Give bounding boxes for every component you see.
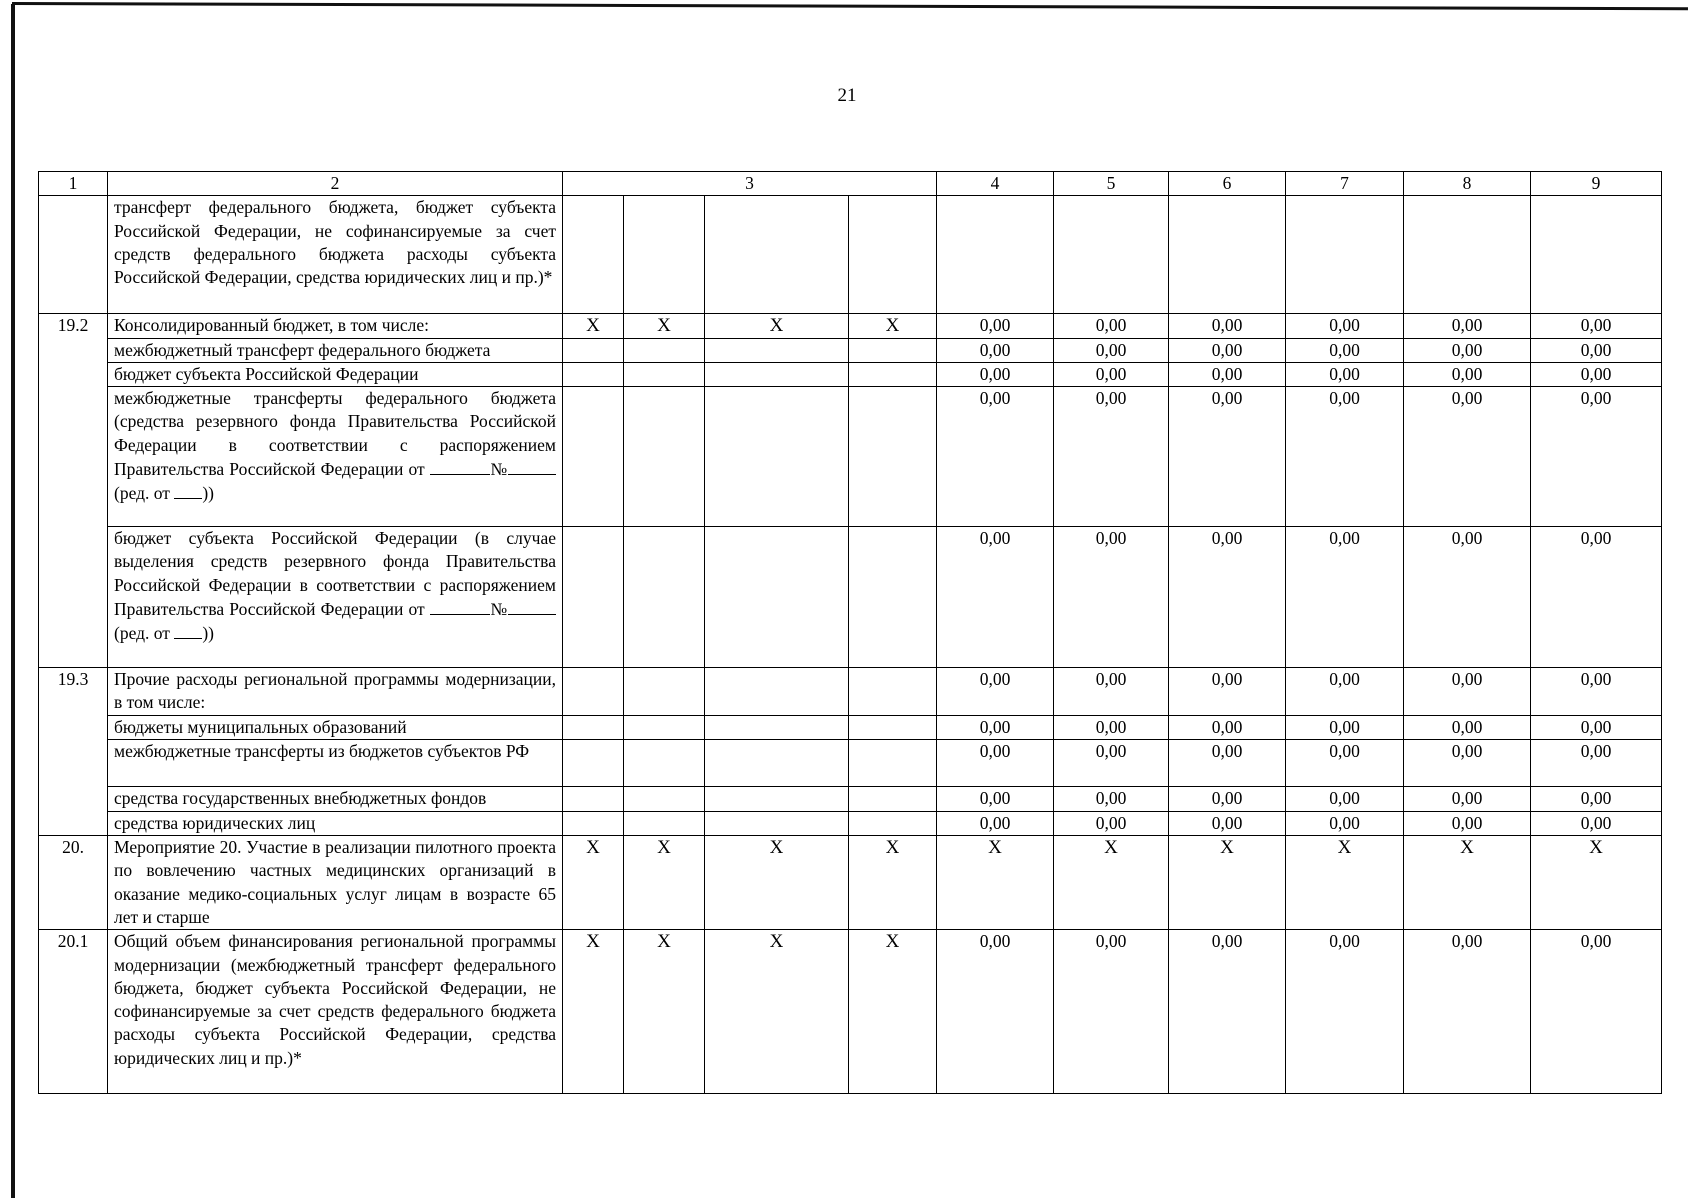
value-cell: 0,00 [1404,716,1531,740]
x-mark: X [1169,836,1286,930]
value-cell: 0,00 [937,668,1054,716]
row-description: средства юридических лиц [108,811,563,835]
value-cell: 0,00 [1054,387,1169,527]
value-cell: 0,00 [1169,668,1286,716]
header-col-4: 4 [937,172,1054,196]
value-cell: 0,00 [1169,787,1286,811]
value-cell: 0,00 [937,314,1054,338]
value-cell: 0,00 [1286,930,1404,1094]
value-cell: 0,00 [1531,811,1662,835]
value-cell: 0,00 [1169,811,1286,835]
x-mark: X [849,930,937,1094]
value-cell: 0,00 [1169,387,1286,527]
row-description: межбюджетный трансферт федерального бюджета [108,338,563,362]
x-mark: X [849,836,937,930]
value-cell: 0,00 [1286,362,1404,386]
value-cell: 0,00 [1286,811,1404,835]
table-row [39,314,1662,338]
value-cell: 0,00 [1531,716,1662,740]
row-number: 20. [39,836,108,930]
header-col-2: 2 [108,172,563,196]
value-cell: 0,00 [1531,930,1662,1094]
value-cell: 0,00 [1286,527,1404,668]
table-row [39,716,1662,740]
value-cell: 0,00 [1054,668,1169,716]
value-cell: 0,00 [1404,740,1531,787]
row-description: бюджет субъекта Российской Федерации [108,362,563,386]
header-col-7: 7 [1286,172,1404,196]
value-cell: 0,00 [1169,527,1286,668]
table-row [39,527,1662,668]
value-cell: 0,00 [1286,740,1404,787]
table-row [39,362,1662,386]
value-cell: 0,00 [1286,338,1404,362]
value-cell: 0,00 [1169,716,1286,740]
row-description: Общий объем финансирования региональной программы модернизации (межбюджетный трансферт федерального бюджета, бюджет субъекта Российской Федерации, не софинансируемые за счет средств федерального бюджета расходы субъекта Российской Федерации, средства юридических лиц и пр.)* [108,930,563,1094]
x-mark: X [563,836,624,930]
value-cell: 0,00 [937,787,1054,811]
value-cell: 0,00 [1169,930,1286,1094]
header-col-8: 8 [1404,172,1531,196]
x-mark: X [563,314,624,338]
value-cell: 0,00 [937,811,1054,835]
value-cell: 0,00 [1169,338,1286,362]
x-mark: X [624,314,705,338]
row-number: 20.1 [39,930,108,1094]
value-cell: 0,00 [1531,527,1662,668]
value-cell: 0,00 [1404,811,1531,835]
value-cell: 0,00 [1404,930,1531,1094]
value-cell: 0,00 [1404,527,1531,668]
value-cell: 0,00 [1531,668,1662,716]
value-cell: 0,00 [1169,314,1286,338]
x-mark: X [563,930,624,1094]
value-cell: 0,00 [937,387,1054,527]
value-cell: 0,00 [1531,338,1662,362]
scan-border-top [12,2,1688,10]
value-cell: 0,00 [1286,716,1404,740]
value-cell: 0,00 [937,338,1054,362]
value-cell: 0,00 [1531,362,1662,386]
x-mark: X [1054,836,1169,930]
value-cell: 0,00 [937,740,1054,787]
x-mark: X [624,930,705,1094]
value-cell: 0,00 [1286,387,1404,527]
value-cell: 0,00 [1531,387,1662,527]
value-cell: 0,00 [1531,314,1662,338]
row-description: трансферт федерального бюджета, бюджет субъекта Российской Федерации, не софинансируемые за счет средств федерального бюджета расходы субъекта Российской Федерации, средства юридических лиц и пр.)* [108,196,563,314]
x-mark: X [705,314,849,338]
value-cell: 0,00 [1286,314,1404,338]
x-mark: X [849,314,937,338]
value-cell: 0,00 [1054,740,1169,787]
budget-table [38,171,1662,1094]
row-description: бюджет субъекта Российской Федерации (в случае выделения средств резервного фонда Правительства Российской Федерации в соответствии с распоряжением Правительства Российской Федерации от № (ред. от )) [108,527,563,668]
x-mark: X [1404,836,1531,930]
x-mark: X [937,836,1054,930]
value-cell: 0,00 [937,362,1054,386]
row-description: средства государственных внебюджетных фондов [108,787,563,811]
value-cell: 0,00 [1169,740,1286,787]
table-row [39,836,1662,930]
value-cell: 0,00 [1286,787,1404,811]
table-row [39,338,1662,362]
x-mark: X [624,836,705,930]
value-cell: 0,00 [1054,338,1169,362]
scan-border-left [11,4,15,1198]
value-cell: 0,00 [1404,787,1531,811]
table-row [39,787,1662,811]
table-row [39,740,1662,787]
header-col-1: 1 [39,172,108,196]
header-col-5: 5 [1054,172,1169,196]
value-cell: 0,00 [1286,668,1404,716]
value-cell: 0,00 [1054,314,1169,338]
row-number [39,196,108,314]
value-cell: 0,00 [1054,787,1169,811]
row-description: Мероприятие 20. Участие в реализации пилотного проекта по вовлечению частных медицинских организаций в оказание медико-социальных услуг лицам в возрасте 65 лет и старше [108,836,563,930]
value-cell: 0,00 [937,930,1054,1094]
table-row [39,196,1662,314]
row-number: 19.3 [39,668,108,836]
value-cell: 0,00 [1054,362,1169,386]
value-cell: 0,00 [1531,787,1662,811]
row-description: Консолидированный бюджет, в том числе: [108,314,563,338]
value-cell: 0,00 [1054,930,1169,1094]
table-row [39,668,1662,716]
table-row [39,811,1662,835]
value-cell: 0,00 [937,527,1054,668]
table-row [39,930,1662,1094]
header-col-9: 9 [1531,172,1662,196]
table-row [39,387,1662,527]
value-cell: 0,00 [1404,362,1531,386]
row-description: межбюджетные трансферты из бюджетов субъектов РФ [108,740,563,787]
row-description: бюджеты муниципальных образований [108,716,563,740]
value-cell: 0,00 [1404,387,1531,527]
value-cell: 0,00 [1054,527,1169,668]
header-col-3: 3 [563,172,937,196]
value-cell: 0,00 [1054,811,1169,835]
value-cell: 0,00 [1404,668,1531,716]
page-number: 21 [837,85,857,106]
value-cell: 0,00 [937,716,1054,740]
value-cell: 0,00 [1169,362,1286,386]
row-description: Прочие расходы региональной программы модернизации, в том числе: [108,668,563,716]
x-mark: X [1286,836,1404,930]
x-mark: X [705,930,849,1094]
value-cell: 0,00 [1404,314,1531,338]
row-number: 19.2 [39,314,108,668]
row-description: межбюджетные трансферты федерального бюджета (средства резервного фонда Правительства Российской Федерации в соответствии с распоряжением Правительства Российской Федерации от № (ред. от )) [108,387,563,527]
value-cell: 0,00 [1404,338,1531,362]
x-mark: X [1531,836,1662,930]
value-cell: 0,00 [1054,716,1169,740]
header-row [39,172,1662,196]
x-mark: X [705,836,849,930]
header-col-6: 6 [1169,172,1286,196]
value-cell: 0,00 [1531,740,1662,787]
